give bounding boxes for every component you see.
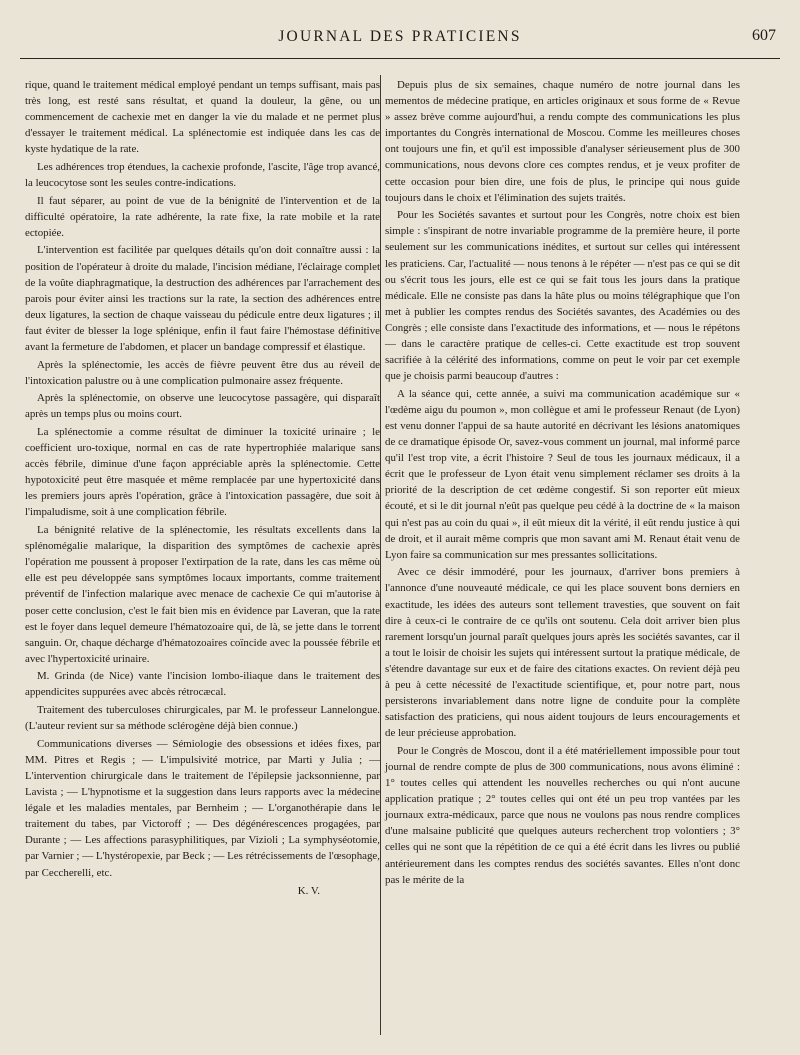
running-title: JOURNAL DES PRATICIENS — [278, 28, 522, 45]
paragraph: Pour le Congrès de Moscou, dont il a été matériellement impossible pour tout journal de rendre compte de plus de 300 communications, nous avons éliminé : 1° toutes celles qui attendent les nouvelles recherches ou qui n'ont aucune application pratique ; 2° toutes celles qui ont été un peu trop vantées par les journaux extra-médicaux, parce que nous ne voulons pas nous rendre complices d'une malsaine publicité que quelques auteurs recherchent trop volontiers ; 3° celles qui ne sont que la répétition de ce qui a été écrit dans les livres ou publié antérieurement dans les comptes rendus des sociétés savantes. Elles n'ont donc pas le mérite de la — [385, 744, 740, 886]
paragraph: Les adhérences trop étendues, la cachexie profonde, l'ascite, l'âge trop avancé, la leucocytose sont les seules contre-indications. — [25, 160, 380, 190]
paragraph: M. Grinda (de Nice) vante l'incision lombo-iliaque dans le traitement des appendicites suppurées avec abcès rétrocæcal. — [25, 670, 380, 699]
left-column — [25, 77, 380, 900]
paragraph: Après la splénectomie, les accès de fièvre peuvent être dus au réveil de l'intoxication palustre ou à une complication pulmonaire assez fréquente. — [25, 358, 380, 387]
page-number: 607 — [752, 27, 776, 44]
right-column — [385, 77, 740, 889]
paragraph: Pour les Sociétés savantes et surtout pour les Congrès, notre choix est bien simple : s'inspirant de notre invariable programme de la première heure, il porte seulement sur les communications inédites, et surtout sur celles qui intéressent les praticiens. Car, l'actualité — nous tenons à le répéter — n'est pas ce qui se dit ou s'écrit tous les jours, elle est ce qui se fait tous les jours dans la pratique médicale. Elle ne consiste pas dans la hâte plus ou moins télégraphique que l'on met à publier les comptes rendus des Sociétés savantes, des Académies ou des Congrès ; elle consiste dans l'exactitude des informations, et — nous le répétons — dans le caractère pratique de celles-ci. Cette exactitude est trop souvent sacrifiée à la célérité des informations, comme on peut le voir par cet exemple que je choisis parmi beaucoup d'autres : — [385, 209, 740, 383]
paragraph: La bénignité relative de la splénectomie, les résultats excellents dans la splénomégalie malarique, la disparition des symptômes de cachexie après l'opération me poussent à proposer l'extirpation de la rate, dans les cas même où elle est peu développée sans symptômes locaux importants, comme traitement préventif de l'infection malarique avec menace de cachexie Ce qui m'autorise à poser cette conclusion, c'est le fait bien mis en évidence par Laveran, que la rate est le foyer dans lequel demeure l'hématozoaire qui, de là, se jette dans le torrent sanguin. Or, chaque décharge d'hématozoaires coïncide avec la poussée fébrile et avec l'hypertoxicité urinaire. — [25, 524, 380, 665]
paragraph: rique, quand le traitement médical employé pendant un temps suffisant, mais pas très long, est resté sans résultat, et quand la douleur, la gêne, ou un commencement de cachexie met en danger la vie du malade et ne permet plus d'essayer le traitement médical. La splénectomie est indiquée dans les cas de kyste hydatique de la rate. — [25, 79, 380, 156]
paragraph: La splénectomie a comme résultat de diminuer la toxicité urinaire ; le coefficient uro-toxique, normal en cas de rate hypertrophiée malarique sans accès fébrile, diminue d'une façon appréciable après la splénectomie. Cette hypotoxicité peut être masquée et même remplacée par une hypertoxicité dans les premiers jours après l'opération, grâce à l'intoxication passagère, due soit à l'impaludisme, soit à une complication fébrile. — [25, 425, 380, 519]
paragraph: Il faut séparer, au point de vue de la bénignité de l'intervention et de la difficulté opératoire, la rate adhérente, la rate fixe, la rate mobile et la rate ectopiée. — [25, 194, 380, 239]
column-divider — [380, 75, 381, 1035]
paragraph: Depuis plus de six semaines, chaque numéro de notre journal dans les mementos de médecine pratique, en articles originaux et sous forme de « Revue » assez brève comme aujourd'hui, a rendu compte des communications les plus importantes du Congrès international de Moscou. Comme les meilleures choses ont toujours une fin, et qu'il est impossible d'analyser sérieusement plus de 300 communications, nous devons clore ces comptes rendus, et je veux profiter de cette occasion pour bien dire, une fois de plus, le principe qui nous guide toujours dans le choix et l'élimination des sujets traités. — [385, 79, 740, 204]
paragraph: Après la splénectomie, on observe une leucocytose passagère, qui disparaît après un temps plus ou moins court. — [25, 392, 380, 421]
paragraph: Traitement des tuberculoses chirurgicales, par M. le professeur Lannelongue. (L'auteur revient sur sa méthode sclérogène déjà bien connue.) — [25, 704, 380, 733]
signature: K. V. — [297, 884, 320, 897]
paragraph: A la séance qui, cette année, a suivi ma communication académique sur « l'œdème aigu du poumon », mon collègue et ami le professeur Renaut (de Lyon) est venu donner l'appui de sa haute autorité en décrivant les lésions anatomiques de ce dramatique épisode Or, savez-vous comment un journal, mal informé parce qu'il l'est trop vite, a écrit l'histoire ? Seul de tous les journaux médicaux, il a écrit que le professeur de Lyon était venu simplement réclamer ses droits à la priorité de la description de cet œdème congestif. Si son reporter eût mieux écouté, et si le dit journal n'eût pas quelque peu cédé à la doctrine de « la maison qui n'est pas au coin du quai », il eût mieux dit la vérité, il eût rendu justice à qui de droit, et il aurait même compris que mon savant ami M. Renaut était venu de Lyon faire sa communication sur mes pressantes sollicitations. — [385, 387, 740, 561]
paragraph: Communications diverses — Sémiologie des obsessions et idées fixes, par MM. Pitres et Regis ; — L'impulsivité motrice, par Marti y Julia ; — L'intervention chirurgicale dans le traitement de l'épilepsie jacksonnienne, par Lavista ; — L'hypnotisme et la suggestion dans leurs rapports avec la médecine légale et les maladies mentales, par Bernheim ; — L'organothérapie dans le traitement du tabes, par Victoroff ; — Des dégénérescences progagées, par Durante ; — Les affections parasyphilitiques, par Vizioli ; La symphyséotomie, par Varnier ; — L'hystéropexie, par Beck ; — Les rétrécissements de l'œsophage, par Ceccherelli, etc. — [25, 737, 380, 879]
paragraph: Avec ce désir immodéré, pour les journaux, d'arriver bons premiers à l'annonce d'une nouveauté médicale, ce qui les place souvent bons derniers en exactitude, les idées des auteurs sont tellement travesties, que souvent on fait dire à ceux-ci le contraire de ce qu'ils ont soutenu. Cela doit arriver bien plus rarement lorsqu'un journal paraît quelques jours après les sociétés savantes, car il a tout le loisir de choisir les sujets qui intéressent surtout la pratique médicale, de s'étendre davantage sur eux et de faire des citations exactes. On revient déjà peu à peu à cette nécessité de l'exactitude scientifique, et, pour notre part, nous persisterons invariablement dans notre ligne de conduite pour la complète satisfaction des praticiens, qui nous aident toujours de leurs encouragements et de leur précieuse approbation. — [385, 566, 740, 740]
paragraph: L'intervention est facilitée par quelques détails qu'on doit connaître aussi : la position de l'opérateur à droite du malade, l'incision médiane, l'éclairage complet de la voûte diaphragmatique, la destruction des adhérences par l'arrachement des parois pour éviter ainsi les tractions sur la rate, la section des adhérences entre deux ligatures, la section de chaque vaisseau du pédicule entre deux ligatures ; il faut éviter de blesser la loge splénique, enfin il faut faire l'hémostase définitive avant la fermeture de l'abdomen, et placer un bandage compressif et élastique. — [25, 244, 380, 353]
page-header — [20, 18, 780, 59]
